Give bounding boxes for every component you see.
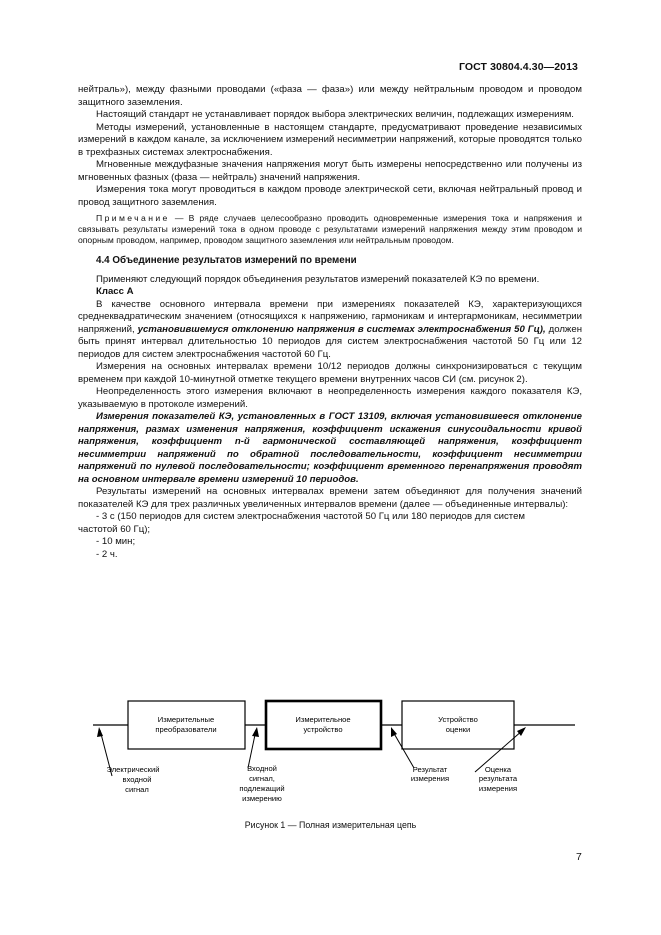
paragraph: Применяют следующий порядок объединения результатов измерений показателей КЭ по времени. bbox=[96, 273, 540, 285]
callout-label: сигнал bbox=[125, 785, 149, 794]
box-label: Устройство bbox=[438, 715, 478, 724]
paragraph: Настоящий стандарт не устанавливает порядок выбора электрических величин, подлежащих измерениям. bbox=[96, 109, 574, 120]
callout-label: сигнал, bbox=[249, 774, 275, 783]
callout-label: измерению bbox=[242, 794, 282, 803]
paragraph: Мгновенные междуфазные значения напряжения могут быть измерены непосредственно или получены из мгновенных фазных (фаза — нейтраль) значений напряжения. bbox=[78, 159, 582, 183]
box-label: Измерительные bbox=[157, 715, 215, 724]
page-number: 7 bbox=[576, 851, 582, 863]
text-run: должен быть принят интервал длительностью 10 периодов для систем электроснабжения частотой 50 Гц или 12 периодов для систем электроснабжения частотой 60 Гц. bbox=[78, 323, 582, 360]
callout-label: измерения bbox=[478, 784, 518, 793]
list-item: - 10 мин; bbox=[96, 536, 136, 547]
document-header: ГОСТ 30804.4.30—2013 bbox=[458, 61, 578, 73]
callout-label: Оценка bbox=[484, 765, 512, 774]
paragraph: Методы измерений, установленные в настоящем стандарте, предусматривают проведение независимых измерений в каждом канале, за исключением измерений несимметрии напряжений, которые проводятся только в трехфазных системах электроснабжения. bbox=[78, 121, 582, 158]
arrowhead bbox=[252, 727, 259, 737]
note-text: — В ряде случаев целесообразно проводить одновременные измерения тока и напряжения и связывать результаты измерений тока в одном проводе с результатами измерений напряжения между этим проводом и опорным проводом, например, проводом защитного заземления или нейтральным проводом. bbox=[78, 213, 582, 245]
list-item: - 2 ч. bbox=[96, 548, 118, 560]
paragraph: Результаты измерений на основных интервалах времени затем объединяют для получения значений показателей КЭ для трех различных увеличенных интервалов времени (далее — объединенные интервалы): bbox=[78, 486, 582, 510]
box-label: Измерительное bbox=[295, 715, 351, 724]
paragraph: нейтраль»), между фазными проводами («фаза — фаза») или между нейтральным проводом и проводом защитного заземления. bbox=[78, 84, 582, 108]
paragraph: Неопределенность этого измерения включают в неопределенность измерения каждого показателя КЭ, указываемую в протоколе измерений. bbox=[78, 386, 582, 410]
paragraph: Измерения тока могут проводиться в каждом проводе электрической сети, включая нейтральный провод и провод защитного заземления. bbox=[78, 184, 582, 208]
callout-label: Результат bbox=[412, 765, 448, 774]
arrowhead bbox=[97, 727, 103, 737]
callout-label: подлежащий bbox=[239, 784, 285, 793]
callout-label: измерения bbox=[410, 774, 450, 783]
box-label: устройство bbox=[303, 725, 343, 734]
arrowhead bbox=[391, 727, 397, 737]
class-heading: Класс А bbox=[96, 286, 134, 297]
paragraph: Измерения на основных интервалах времени 10/12 периодов должны синхронизироваться с текущим временем при каждой 10-минутной отметке текущего времени внутренних часов СИ (см. рисунок 2). bbox=[78, 361, 582, 385]
callout-label: входной bbox=[122, 775, 152, 784]
box-label: оценки bbox=[445, 725, 471, 734]
section-title: 4.4 Объединение результатов измерений по времени bbox=[96, 255, 357, 266]
list-item-continuation: частотой 60 Гц); bbox=[78, 523, 151, 535]
callout-label: результата bbox=[478, 774, 518, 783]
emphasis-paragraph: Измерения показателей КЭ, установленных в ГОСТ 13109, включая установившееся отклонение напряжения, размах изменения напряжения, коэффициент искажения синусоидальности кривой напряжения, коэффициент n-й гармонической составляющей напряжения, коэффициент несимметрии напряжений по обратной последовательности, коэффициент несимметрии напряжений по нулевой последовательности; коэффициент временного перенапряжения проводят на основном интервале времени измерений 10 периодов. bbox=[78, 411, 582, 485]
note-label: Примечание bbox=[96, 213, 170, 223]
list-item: - 3 с (150 периодов для систем электроснабжения частотой 50 Гц или 180 периодов для систем bbox=[96, 511, 526, 522]
callout-label: Электрический bbox=[106, 765, 160, 774]
text-run: В качестве основного интервала времени при измерениях показателей КЭ, характеризующихся среднеквадратическим значением (относящихся к напряжению, гармоникам и интергармоникам, несимметрии напряжений, bbox=[78, 298, 582, 335]
box-label: преобразователи bbox=[155, 725, 217, 734]
figure-caption: Рисунок 1 — Полная измерительная цепь bbox=[244, 820, 417, 830]
emphasis-run: установившемуся отклонению напряжения в системах электроснабжения 50 Гц), bbox=[137, 323, 546, 335]
callout-label: Входной bbox=[247, 764, 277, 773]
